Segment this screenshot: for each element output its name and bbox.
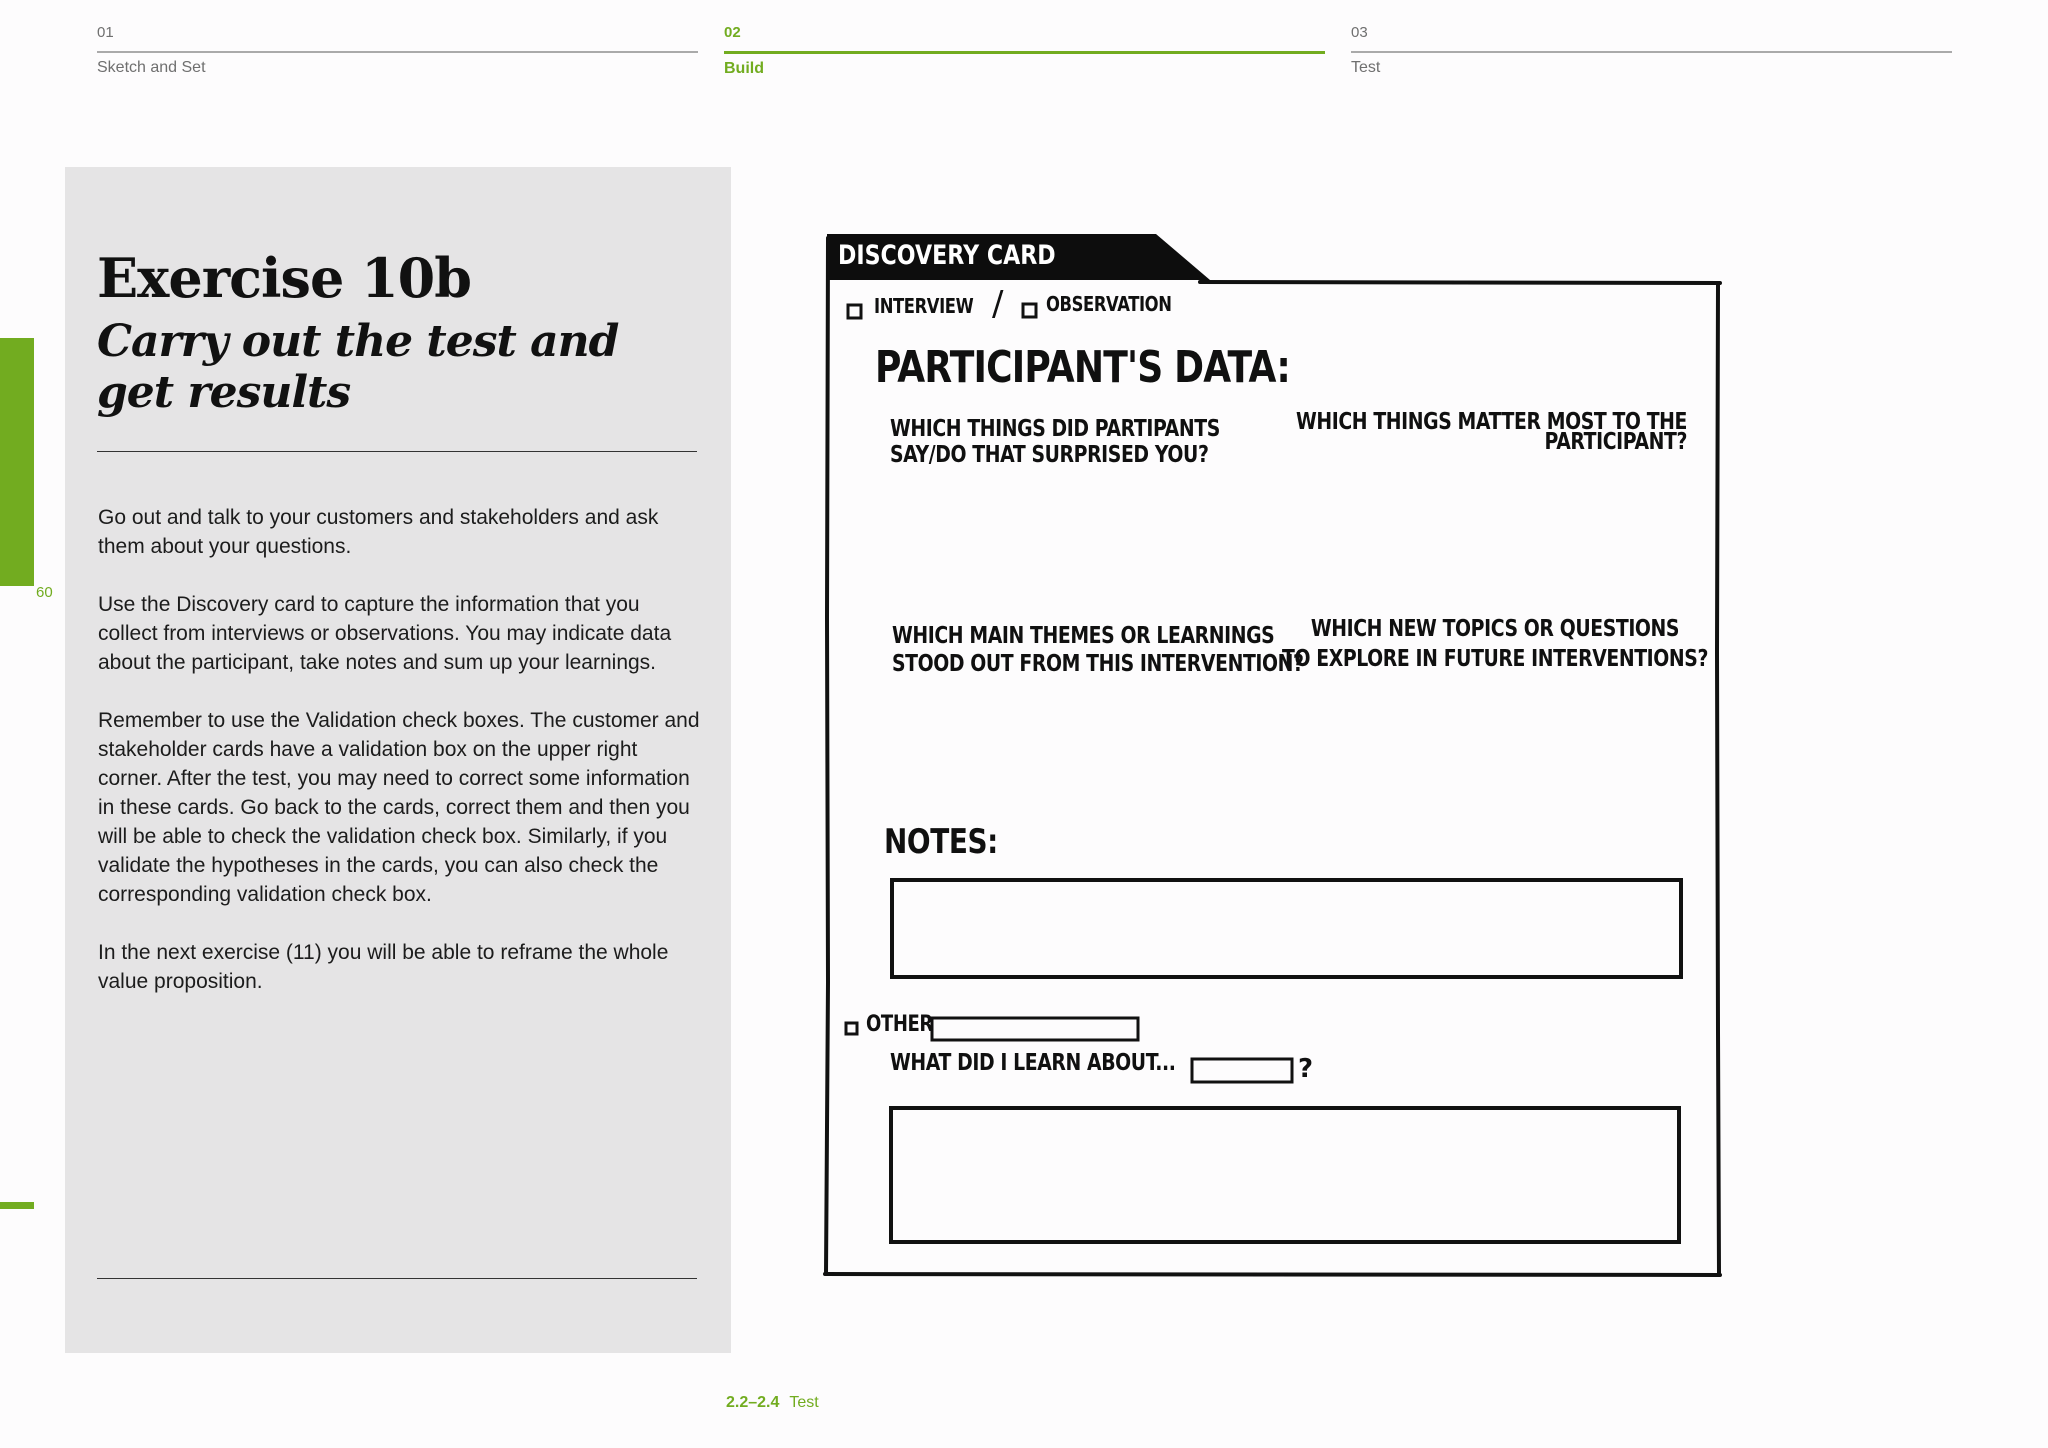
- step-rule: [724, 51, 1325, 54]
- question-new-topics: WHICH NEW TOPICS OR QUESTIONS TO EXPLORE IN FUTURE INTERVENTIONS?: [1282, 616, 1708, 672]
- step-number: 03: [1351, 24, 1368, 41]
- instruction-paragraph: Go out and talk to your customers and stakeholders and ask them about your questions.: [98, 506, 659, 558]
- question-main-themes: WHICH MAIN THEMES OR LEARNINGS STOOD OUT FROM THIS INTERVENTION?: [892, 623, 1304, 677]
- instruction-paragraph: Remember to use the Validation check boxes. The customer and stakeholder cards have a validation box on the upper right corner. After the test, you may need to correct some information in these cards. Go back to the cards, correct them and then you will be able to check the validation check box. Similarly, if you validate the hypotheses in the cards, you can also check the corresponding validation check box.: [98, 709, 700, 906]
- exercise-subtitle: Carry out the test and get results: [97, 316, 619, 418]
- step-label: Build: [724, 60, 764, 77]
- interview-option-label: INTERVIEW: [874, 294, 974, 318]
- card-title: DISCOVERY CARD: [838, 240, 1056, 271]
- step-sketch-and-set[interactable]: [97, 24, 698, 77]
- footer-section-number: 2.2–2.4: [726, 1394, 780, 1411]
- exercise-title: Exercise 10b: [97, 246, 472, 310]
- step-label: Sketch and Set: [97, 59, 206, 76]
- footer-section-ref: [726, 1394, 819, 1412]
- divider: [97, 451, 697, 452]
- learn-about-question-mark: ?: [1298, 1054, 1313, 1084]
- step-test[interactable]: [1351, 24, 1952, 77]
- participants-data-heading: PARTICIPANT'S DATA:: [875, 342, 1290, 393]
- notes-label: NOTES:: [884, 822, 998, 862]
- question-surprised: WHICH THINGS DID PARTIPANTS SAY/DO THAT SURPRISED YOU?: [890, 416, 1220, 468]
- exercise-instructions: [98, 503, 703, 1025]
- page-number: 60: [36, 584, 53, 601]
- other-option-label: OTHER: [866, 1012, 933, 1037]
- step-number: 01: [97, 24, 114, 41]
- side-accent-mark: [0, 1202, 34, 1209]
- step-build[interactable]: [724, 24, 1325, 78]
- side-accent-bar: [0, 338, 34, 586]
- step-rule: [1351, 51, 1952, 53]
- observation-option-label: OBSERVATION: [1046, 292, 1172, 316]
- step-rule: [97, 51, 698, 53]
- instruction-paragraph: Use the Discovery card to capture the information that you collect from interviews or observations. You may indicate data about the participant, take notes and sum up your learnings.: [98, 593, 672, 674]
- discovery-card-sketch: [820, 232, 1720, 1277]
- step-label: Test: [1351, 59, 1381, 76]
- option-separator: /: [992, 284, 1003, 324]
- question-matter-most: WHICH THINGS MATTER MOST TO THE PARTICIPANT?: [1296, 409, 1688, 455]
- divider: [97, 1278, 697, 1279]
- step-number: 02: [724, 24, 741, 41]
- learn-about-label: WHAT DID I LEARN ABOUT...: [890, 1050, 1176, 1076]
- instruction-paragraph: In the next exercise (11) you will be able to reframe the whole value proposition.: [98, 941, 669, 993]
- footer-section-name: Test: [789, 1394, 819, 1411]
